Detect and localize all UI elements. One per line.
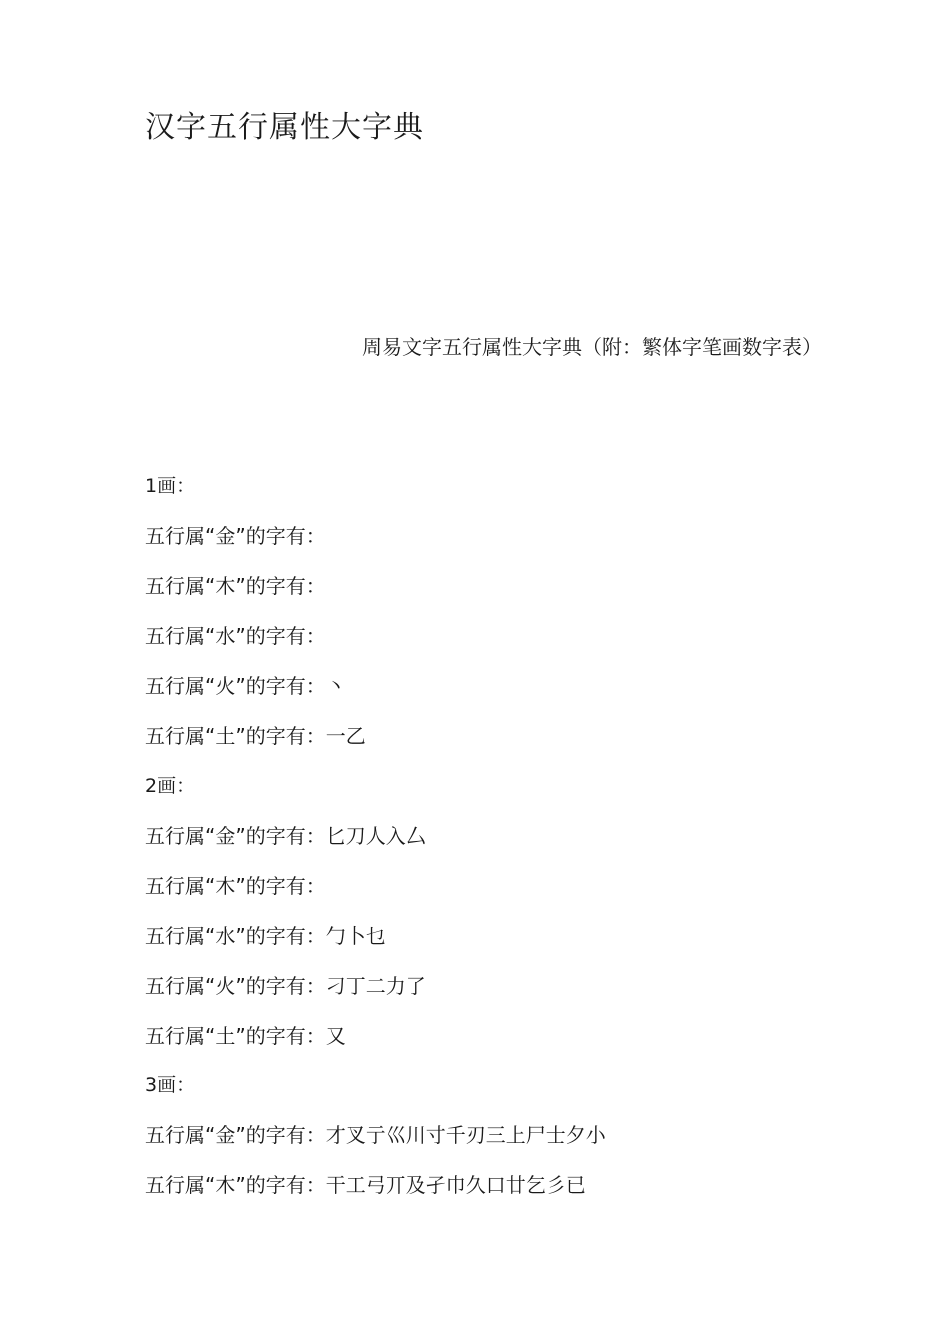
- row-label: 五行属“金”的字有：: [145, 1123, 326, 1147]
- row-chars: 匕刀人入厶: [325, 824, 426, 848]
- row-label: 五行属“金”的字有：: [145, 824, 326, 848]
- element-row: [145, 1171, 586, 1199]
- row-chars: 勹卜乜: [325, 924, 386, 948]
- row-chars: 又: [325, 1024, 346, 1048]
- row-label: 五行属“火”的字有：: [145, 674, 326, 698]
- element-row: [145, 872, 326, 900]
- row-label: 五行属“水”的字有：: [145, 924, 326, 948]
- row-chars: 干工弓丌及孑巾久口廿乞彡已: [325, 1173, 586, 1197]
- element-row: [145, 522, 326, 550]
- row-label: 五行属“土”的字有：: [145, 724, 326, 748]
- section-heading: 3画：: [145, 1074, 196, 1096]
- element-row: [145, 922, 386, 950]
- row-chars: 刁丁二力了: [325, 974, 426, 998]
- element-row: [145, 822, 426, 850]
- element-row: [145, 572, 326, 600]
- element-row: [145, 622, 326, 650]
- row-label: 五行属“火”的字有：: [145, 974, 326, 998]
- row-label: 五行属“水”的字有：: [145, 624, 326, 648]
- element-row: [145, 1121, 606, 1149]
- row-label: 五行属“木”的字有：: [145, 574, 326, 598]
- element-row: [145, 722, 366, 750]
- document-title: 汉字五行属性大字典: [145, 110, 424, 145]
- row-chars: 一乙: [325, 724, 366, 748]
- row-chars: 才叉亍巛川寸千刃三上尸士夕小: [325, 1123, 606, 1147]
- document-subtitle: 周易文字五行属性大字典（附：繁体字笔画数字表）: [362, 335, 822, 359]
- section-heading: 1画：: [145, 475, 196, 497]
- section-heading: 2画：: [145, 775, 196, 797]
- row-label: 五行属“木”的字有：: [145, 874, 326, 898]
- row-label: 五行属“金”的字有：: [145, 524, 326, 548]
- element-row: [145, 672, 346, 700]
- element-row: [145, 972, 426, 1000]
- row-label: 五行属“土”的字有：: [145, 1024, 326, 1048]
- element-row: [145, 1022, 346, 1050]
- row-label: 五行属“木”的字有：: [145, 1173, 326, 1197]
- row-chars: 丶: [325, 674, 346, 698]
